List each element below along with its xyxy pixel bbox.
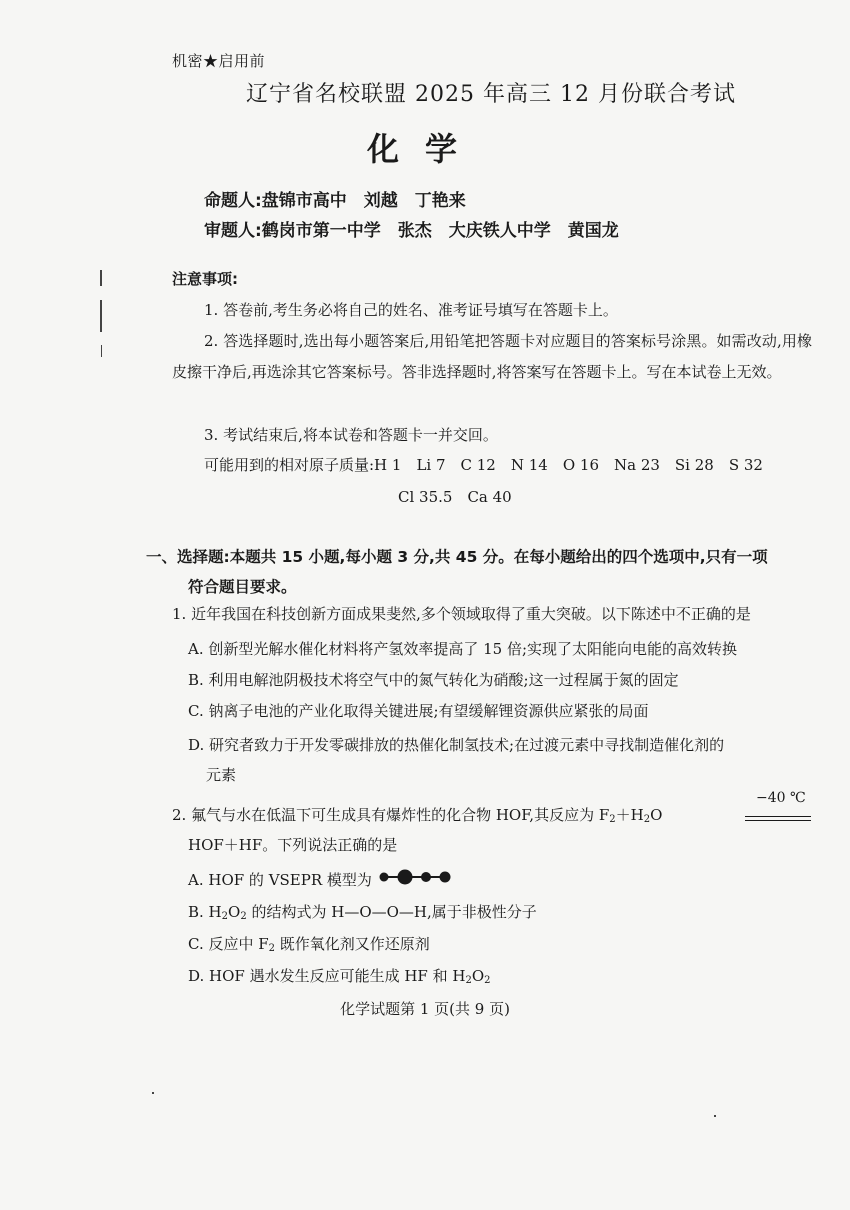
confidential-label: 机密★启用前 xyxy=(172,52,266,70)
q2-sub: 2 xyxy=(484,975,491,986)
subject-title: 化学 xyxy=(366,130,483,168)
q2-option-a xyxy=(188,869,372,890)
q2-text: O xyxy=(228,903,241,921)
notice-title: 注意事项: xyxy=(172,270,238,288)
q2-text: 既作氧化剂又作还原剂 xyxy=(275,935,430,953)
notice-item-3: 3. 考试结束后,将本试卷和答题卡一并交回。 xyxy=(204,426,498,444)
q2-text: B. H xyxy=(188,903,222,921)
q2-stem-cont: HOF＋HF。下列说法正确的是 xyxy=(188,836,398,854)
q2-text: 的结构式为 H—O—O—H,属于非极性分子 xyxy=(246,903,537,921)
q2-text: C. 反应中 F xyxy=(188,935,269,953)
q2-stem xyxy=(172,808,662,825)
q2-stem-text: 2. 氟气与水在低温下可生成具有爆炸性的化合物 HOF,其反应为 F xyxy=(172,806,610,824)
binding-mark xyxy=(101,345,102,357)
q2-sub: 2 xyxy=(221,911,229,922)
q2-sub: 2 xyxy=(643,814,651,825)
q2-option-a-text: A. HOF 的 VSEPR 模型为 xyxy=(188,871,372,889)
question-reviewer: 审题人:鹤岗市第一中学 张杰 大庆铁人中学 黄国龙 xyxy=(204,221,619,241)
q2-option-b xyxy=(188,901,537,922)
atomic-mass-line-2: Cl 35.5 Ca 40 xyxy=(398,488,512,506)
section-heading: 一、选择题:本题共 15 小题,每小题 3 分,共 45 分。在每小题给出的四个选项中,只有一项 xyxy=(146,548,768,566)
page-footer: 化学试题第 1 页(共 9 页) xyxy=(340,1000,510,1018)
q1-stem: 1. 近年我国在科技创新方面成果斐然,多个领域取得了重大突破。以下陈述中不正确的是 xyxy=(172,605,751,623)
q2-sub: 2 xyxy=(465,975,472,986)
exam-title: 辽宁省名校联盟 2025 年高三 12 月份联合考试 xyxy=(246,82,736,107)
q2-option-c xyxy=(188,933,430,954)
binding-mark xyxy=(100,300,102,332)
reaction-arrow-line xyxy=(745,816,811,817)
q1-option-b: B. 利用电解池阴极技术将空气中的氮气转化为硝酸;这一过程属于氮的固定 xyxy=(188,671,679,689)
q2-stem-text: O xyxy=(650,806,663,824)
q1-option-c: C. 钠离子电池的产业化取得关键进展;有望缓解锂资源供应紧张的局面 xyxy=(188,702,649,720)
atomic-mass-line-1: 可能用到的相对原子质量:H 1 Li 7 C 12 N 14 O 16 Na 23 Si 28 S 32 xyxy=(204,456,763,474)
q2-stem-text: ＋H xyxy=(615,806,644,824)
q1-option-d-cont: 元素 xyxy=(206,766,237,784)
q1-option-d: D. 研究者致力于开发零碳排放的热催化制氢技术;在过渡元素中寻找制造催化剂的 xyxy=(188,736,725,754)
q2-sub: 2 xyxy=(268,943,276,954)
notice-item-2: 2. 答选择题时,选出每小题答案后,用铅笔把答题卡对应题目的答案标号涂黑。如需改动,用橡皮擦干净后,再选涂其它答案标号。答非选择题时,将答案写在答题卡上。写在本试卷上无效。 xyxy=(172,332,812,381)
binding-mark xyxy=(100,270,102,286)
reaction-condition: −40 ℃ xyxy=(756,790,806,806)
q2-text: O xyxy=(471,967,485,985)
scan-speck xyxy=(714,1115,716,1117)
scan-speck xyxy=(152,1092,154,1094)
reaction-arrow-line xyxy=(745,820,811,821)
q2-sub: 2 xyxy=(240,911,247,922)
q2-sub: 2 xyxy=(609,814,616,825)
notice-item-1: 1. 答卷前,考生务必将自己的姓名、准考证号填写在答题卡上。 xyxy=(204,301,618,319)
vsepr-model-diagram xyxy=(378,866,454,888)
section-heading-cont: 符合题目要求。 xyxy=(188,578,297,596)
q2-text: D. HOF 遇水发生反应可能生成 HF 和 H xyxy=(188,967,466,985)
q1-option-a: A. 创新型光解水催化材料将产氢效率提高了 15 倍;实现了太阳能向电能的高效转换 xyxy=(188,640,738,658)
question-setter: 命题人:盘锦市高中 刘越 丁艳来 xyxy=(204,191,466,211)
q2-option-d xyxy=(188,965,491,986)
